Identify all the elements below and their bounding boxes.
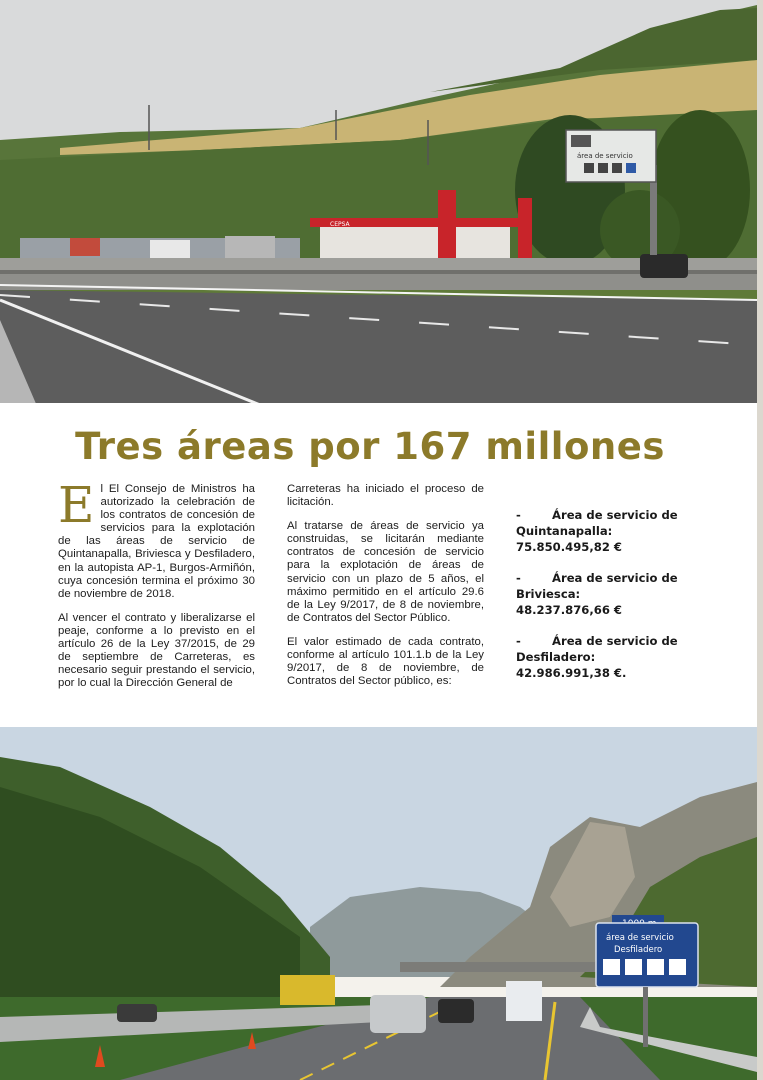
- dropcap: E: [58, 476, 95, 534]
- service-area-values-list: [516, 507, 696, 696]
- page-edge: [757, 0, 763, 1080]
- list-item: [516, 570, 696, 618]
- sign-line-2: Desfiladero: [614, 945, 663, 955]
- paragraph: Al tratarse de áreas de servicio ya construidas, se licitarán mediante contratos de concesión de servicio para la explotación de áreas de servicio con un plazo de 5 años, el máximo permitido en el artículo 29.6 de la Ley 9/2017, de 8 de noviembre, de Contratos del Sector Público.: [287, 520, 484, 624]
- paragraph: [58, 476, 255, 601]
- area-name: Área de servicio de Briviesca:: [516, 571, 678, 601]
- area-name: Área de servicio de Quintanapalla:: [516, 508, 678, 538]
- station-brand-text: CEPSA: [330, 221, 350, 228]
- photo-service-area-highway: [0, 0, 757, 413]
- list-dash: -: [516, 508, 521, 522]
- paragraph: El valor estimado de cada contrato, conforme al artículo 101.1.b de la Ley 9/2017, de 8 de noviembre, de Contratos del Sector público, es:: [287, 635, 484, 688]
- article-column-1: [58, 476, 255, 701]
- paragraph: Al vencer el contrato y liberalizarse el peaje, conforme a lo previsto en el artículo 26 de la Ley 37/2015, de 29 de septiembre de Carreteras, es necesario seguir prestando el servicio, por lo cual la Dirección General de: [58, 611, 255, 690]
- area-name: Área de servicio de Desfiladero:: [516, 634, 678, 664]
- area-servicio-sign-text: área de servicio: [577, 152, 633, 160]
- article-column-2: [287, 483, 484, 699]
- paragraph: Carreteras ha iniciado el proceso de licitación.: [287, 483, 484, 509]
- paragraph-text: l El Consejo de Ministros ha autorizado la celebración de los contratos de concesión de servicios para la explotación de las áreas de servicio de Quintanapalla, Briviesca y Desfiladero, en la autopista AP-1, Burgos-Armiñón, cuya concesión termina el próximo 30 de noviembre de 2018.: [58, 483, 255, 600]
- photo-desfiladero-highway: [0, 727, 757, 1080]
- list-item: [516, 633, 696, 681]
- list-dash: -: [516, 571, 521, 585]
- area-value: 48.237.876,66 €: [516, 603, 622, 617]
- list-item: [516, 507, 696, 555]
- article-title: Tres áreas por 167 millones: [75, 425, 665, 468]
- area-value: 75.850.495,82 €: [516, 540, 622, 554]
- list-dash: -: [516, 634, 521, 648]
- article-panel: [0, 403, 757, 733]
- area-value: 42.986.991,38 €.: [516, 666, 627, 680]
- sign-line-1: área de servicio: [606, 933, 674, 943]
